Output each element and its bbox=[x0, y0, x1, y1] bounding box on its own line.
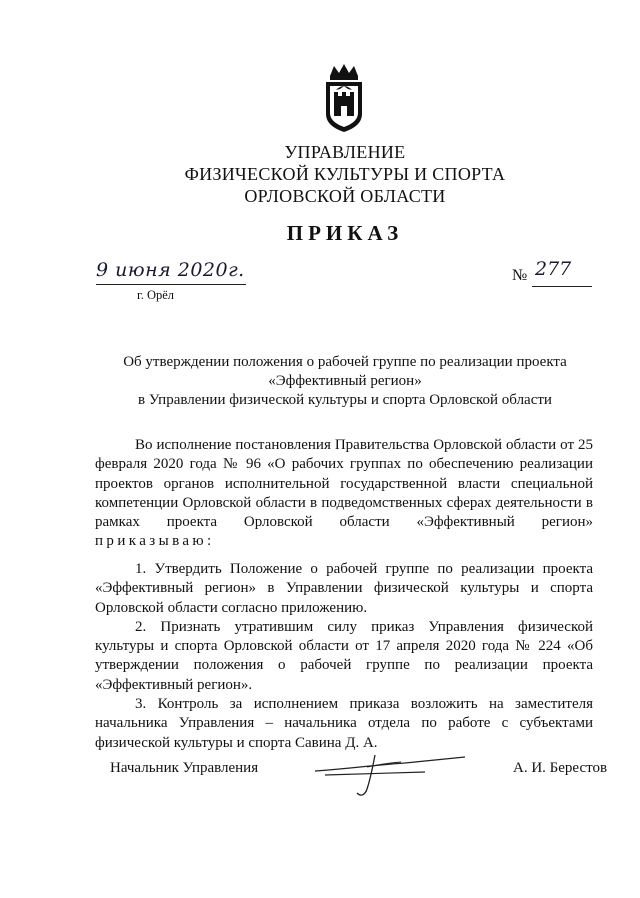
subject-line-1: Об утверждении положения о рабочей группе по реализации проекта bbox=[123, 354, 567, 370]
date-underline bbox=[96, 284, 246, 285]
org-line-2: ФИЗИЧЕСКОЙ КУЛЬТУРЫ И СПОРТА bbox=[184, 164, 506, 184]
number-underline bbox=[532, 286, 592, 287]
signatory-name: А. И. Берестов bbox=[513, 760, 608, 776]
handwritten-date: 9 июня 2020г. bbox=[96, 259, 245, 281]
org-line-3: ОРЛОВСКОЙ ОБЛАСТИ bbox=[244, 186, 446, 206]
preamble-text: Во исполнение постановления Правительства Орловской области от 25 февраля 2020 года № 96 «О рабочих группах по обеспечению реализации проектов органов исполнительной государственной власти специальной компетенции Орловской области в подведомственных сферах деятельности в рамках проекта Орловской области «Эффективный регион» bbox=[95, 437, 593, 531]
coat-of-arms-icon bbox=[320, 62, 368, 134]
order-item-2: 2. Признать утратившим силу приказ Управления физической культуры и спорта Орловской области от 17 апреля 2020 года № 224 «Об утверждении положения о рабочей группе по реализации проекта «Эффективный регион». bbox=[95, 618, 593, 693]
number-label: № bbox=[512, 267, 528, 284]
subject-line-3: в Управлении физической культуры и спорта Орловской области bbox=[138, 392, 552, 408]
organization-name bbox=[140, 141, 550, 207]
order-item-3: 3. Контроль за исполнением приказа возложить на заместителя начальника Управления – начальника отдела по работе с субъектами физической культуры и спорта Савина Д. А. bbox=[95, 696, 593, 751]
subject-line-2: «Эффективный регион» bbox=[268, 373, 422, 389]
handwritten-number: 277 bbox=[535, 258, 572, 280]
preamble bbox=[95, 436, 593, 552]
org-line-1: УПРАВЛЕНИЕ bbox=[284, 142, 406, 162]
handwritten-signature bbox=[305, 745, 470, 800]
document-type: ПРИКАЗ bbox=[286, 221, 404, 245]
city-label: г. Орёл bbox=[137, 288, 175, 302]
order-subject bbox=[100, 353, 590, 410]
decree-word: приказываю: bbox=[95, 533, 215, 550]
order-items bbox=[95, 560, 593, 753]
order-item-1: 1. Утвердить Положение о рабочей группе по реализации проекта «Эффективный регион» в Управлении физической культуры и спорта Орловской области согласно приложению. bbox=[95, 561, 593, 616]
signatory-position: Начальник Управления bbox=[110, 760, 259, 776]
